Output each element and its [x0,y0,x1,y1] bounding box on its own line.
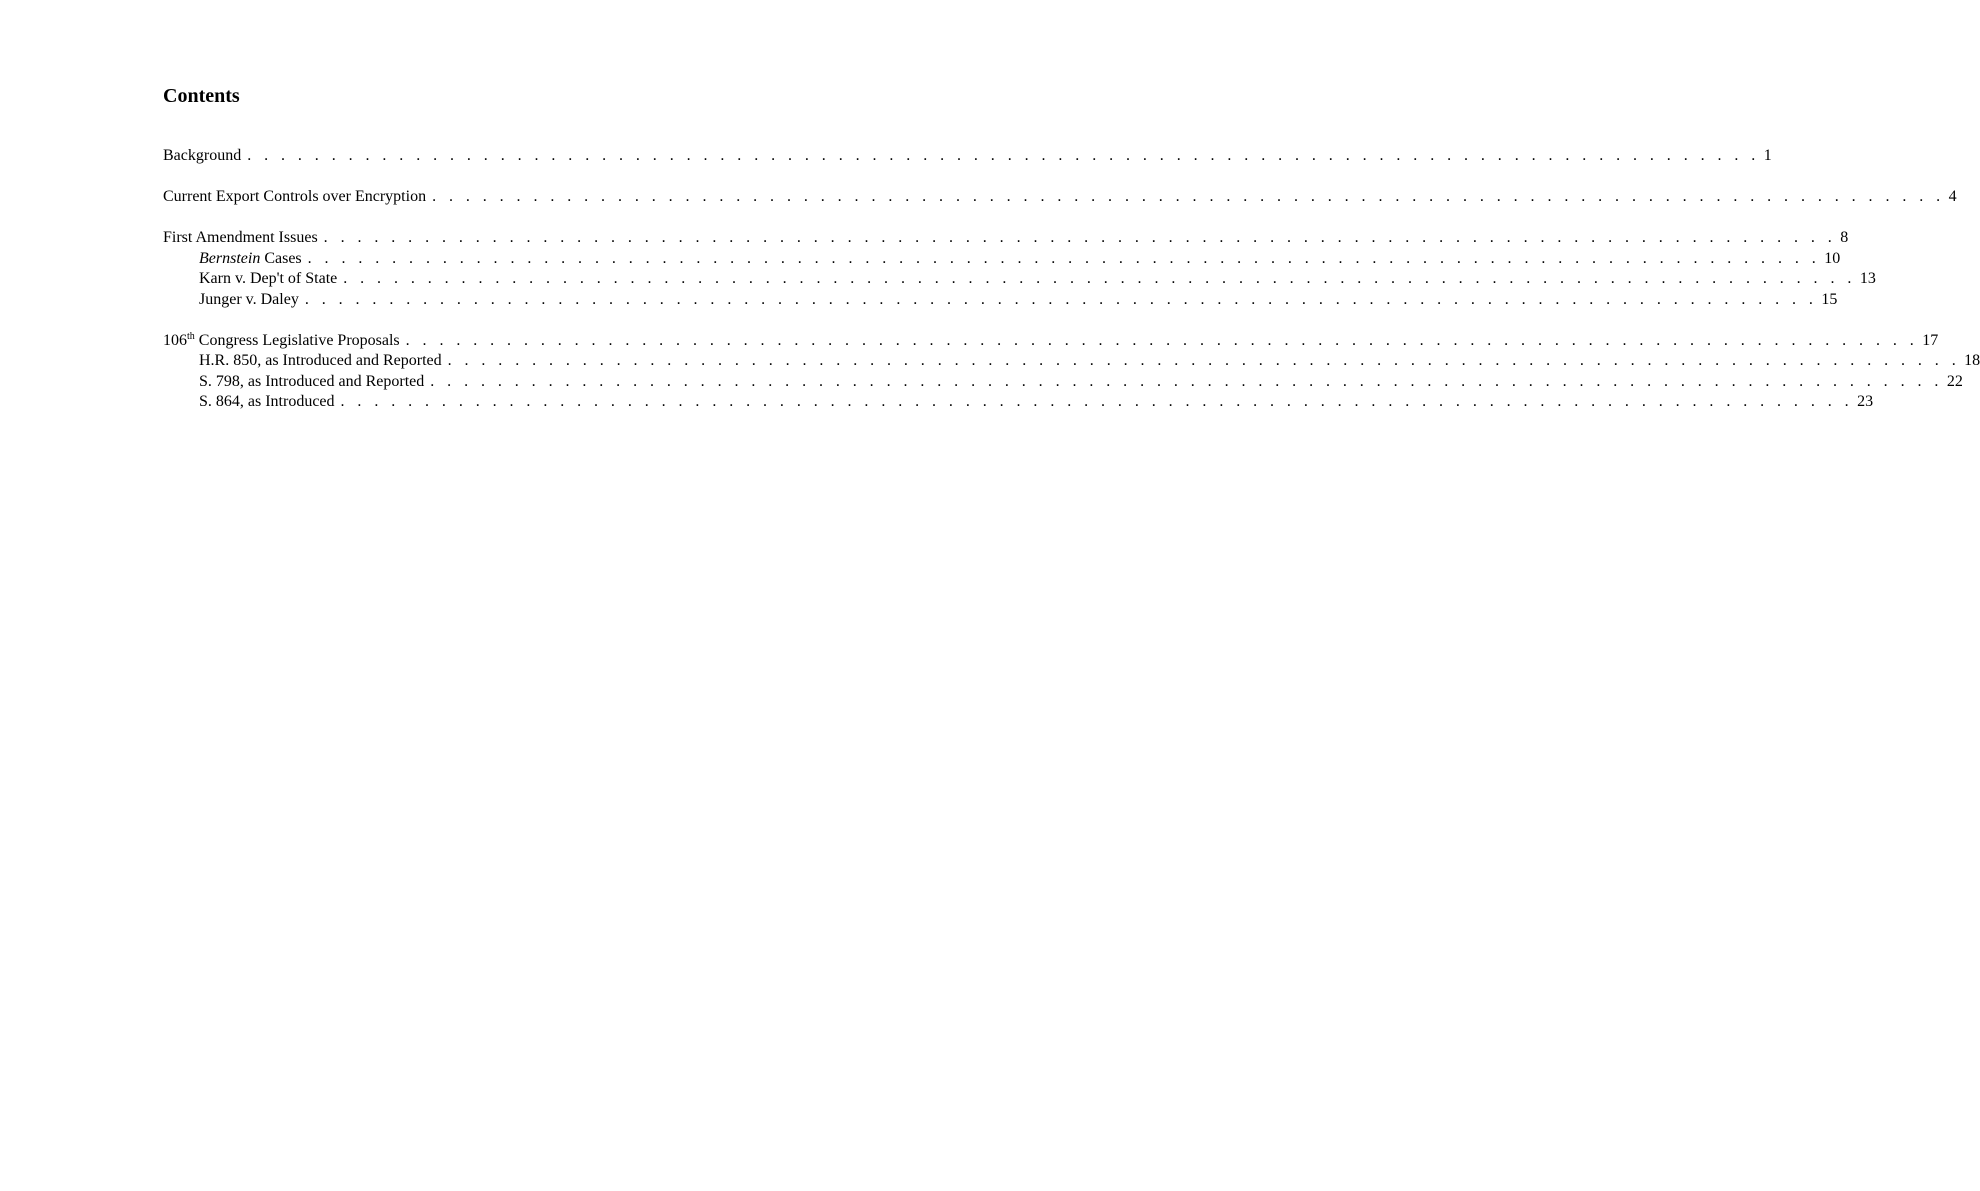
toc-entry-s-798[interactable] [163,372,1963,393]
toc-page-number: 1 [1763,147,1772,164]
toc-page-number: 8 [1840,229,1849,246]
toc-entry-label: S. 798, as Introduced and Reported [199,372,425,390]
toc-entry-label: Junger v. Daley [199,290,299,308]
toc-entry-junger[interactable] [163,290,1838,311]
dot-leader: . . . . . . . . . . . . . . . . . . . . . . . . . . . . . . . . . . . . . . . . . . . . . . . . . . . . . . . . . . . . . . . . . . . . . . . . . . . . . . . . . . . . . . . . . . [323,229,1837,246]
dot-leader: . . . . . . . . . . . . . . . . . . . . . . . . . . . . . . . . . . . . . . . . . . . . . . . . . . . . . . . . . . . . . . . . . . . . . . . . . . . . . . . . . . . . . . . . . . [432,188,1945,205]
dot-leader: . . . . . . . . . . . . . . . . . . . . . . . . . . . . . . . . . . . . . . . . . . . . . . . . . . . . . . . . . . . . . . . . . . . . . . . . . . . . . . . . . . . . . . . . . . [405,331,1919,349]
dot-leader: . . . . . . . . . . . . . . . . . . . . . . . . . . . . . . . . . . . . . . . . . . . . . . . . . . . . . . . . . . . . . . . . . . . . . . . . . . . . . . . . . . . . . . . . . . [304,290,1818,308]
toc-entry-label: First Amendment Issues [163,229,318,246]
toc-entry-current-export-controls[interactable] [163,187,1957,208]
toc-entry-hr-850[interactable] [163,351,1980,372]
toc-entry-label [163,331,406,352]
table-of-contents [163,146,1980,413]
label-rest: Congress Legislative Proposals [194,331,400,349]
toc-entry-label: Karn v. Dep't of State [199,270,338,287]
toc-entry-label: S. 864, as Introduced [199,393,335,410]
toc-entry-background[interactable] [163,146,1772,167]
toc-entry-s-864[interactable] [163,392,1874,413]
toc-page-number: 18 [1964,352,1980,369]
toc-page-number: 4 [1948,188,1957,205]
ordinal-superscript: th [187,330,195,342]
toc-page-number: 22 [1946,372,1963,390]
toc-page-number: 10 [1824,249,1841,267]
toc-entry-label: Background [163,147,242,164]
toc-entry-label: H.R. 850, as Introduced and Reported [199,352,442,369]
toc-entry-label [199,249,308,270]
toc-page-number: 23 [1857,393,1874,410]
dot-leader: . . . . . . . . . . . . . . . . . . . . . . . . . . . . . . . . . . . . . . . . . . . . . . . . . . . . . . . . . . . . . . . . . . . . . . . . . . . . . . . . . . . . . . . . . . [247,147,1760,164]
label-prefix: 106 [163,331,187,349]
dot-leader: . . . . . . . . . . . . . . . . . . . . . . . . . . . . . . . . . . . . . . . . . . . . . . . . . . . . . . . . . . . . . . . . . . . . . . . . . . . . . . . . . . . . . . . . . . [307,249,1821,267]
toc-entry-label: Current Export Controls over Encryption [163,188,427,205]
toc-entry-106th-congress[interactable] [163,330,1939,352]
toc-entry-first-amendment-issues[interactable] [163,228,1849,249]
toc-page-number: 15 [1821,290,1838,308]
dot-leader: . . . . . . . . . . . . . . . . . . . . . . . . . . . . . . . . . . . . . . . . . . . . . . . . . . . . . . . . . . . . . . . . . . . . . . . . . . . . . . . . . . . . . . . . . . [343,270,1856,287]
toc-page-number: 17 [1922,331,1939,349]
toc-entry-karn[interactable] [163,269,1876,290]
dot-leader: . . . . . . . . . . . . . . . . . . . . . . . . . . . . . . . . . . . . . . . . . . . . . . . . . . . . . . . . . . . . . . . . . . . . . . . . . . . . . . . . . . . . . . . . . . [430,372,1943,390]
toc-entry-bernstein-cases[interactable] [163,249,1841,270]
dot-leader: . . . . . . . . . . . . . . . . . . . . . . . . . . . . . . . . . . . . . . . . . . . . . . . . . . . . . . . . . . . . . . . . . . . . . . . . . . . . . . . . . . . . . . . . . . [447,352,1961,369]
toc-page-number: 13 [1859,270,1876,287]
label-rest: Cases [260,249,302,267]
page-title: Contents [163,85,240,107]
case-name-italic: Bernstein [199,249,261,267]
dot-leader: . . . . . . . . . . . . . . . . . . . . . . . . . . . . . . . . . . . . . . . . . . . . . . . . . . . . . . . . . . . . . . . . . . . . . . . . . . . . . . . . . . . . . . . . . . [340,393,1854,410]
